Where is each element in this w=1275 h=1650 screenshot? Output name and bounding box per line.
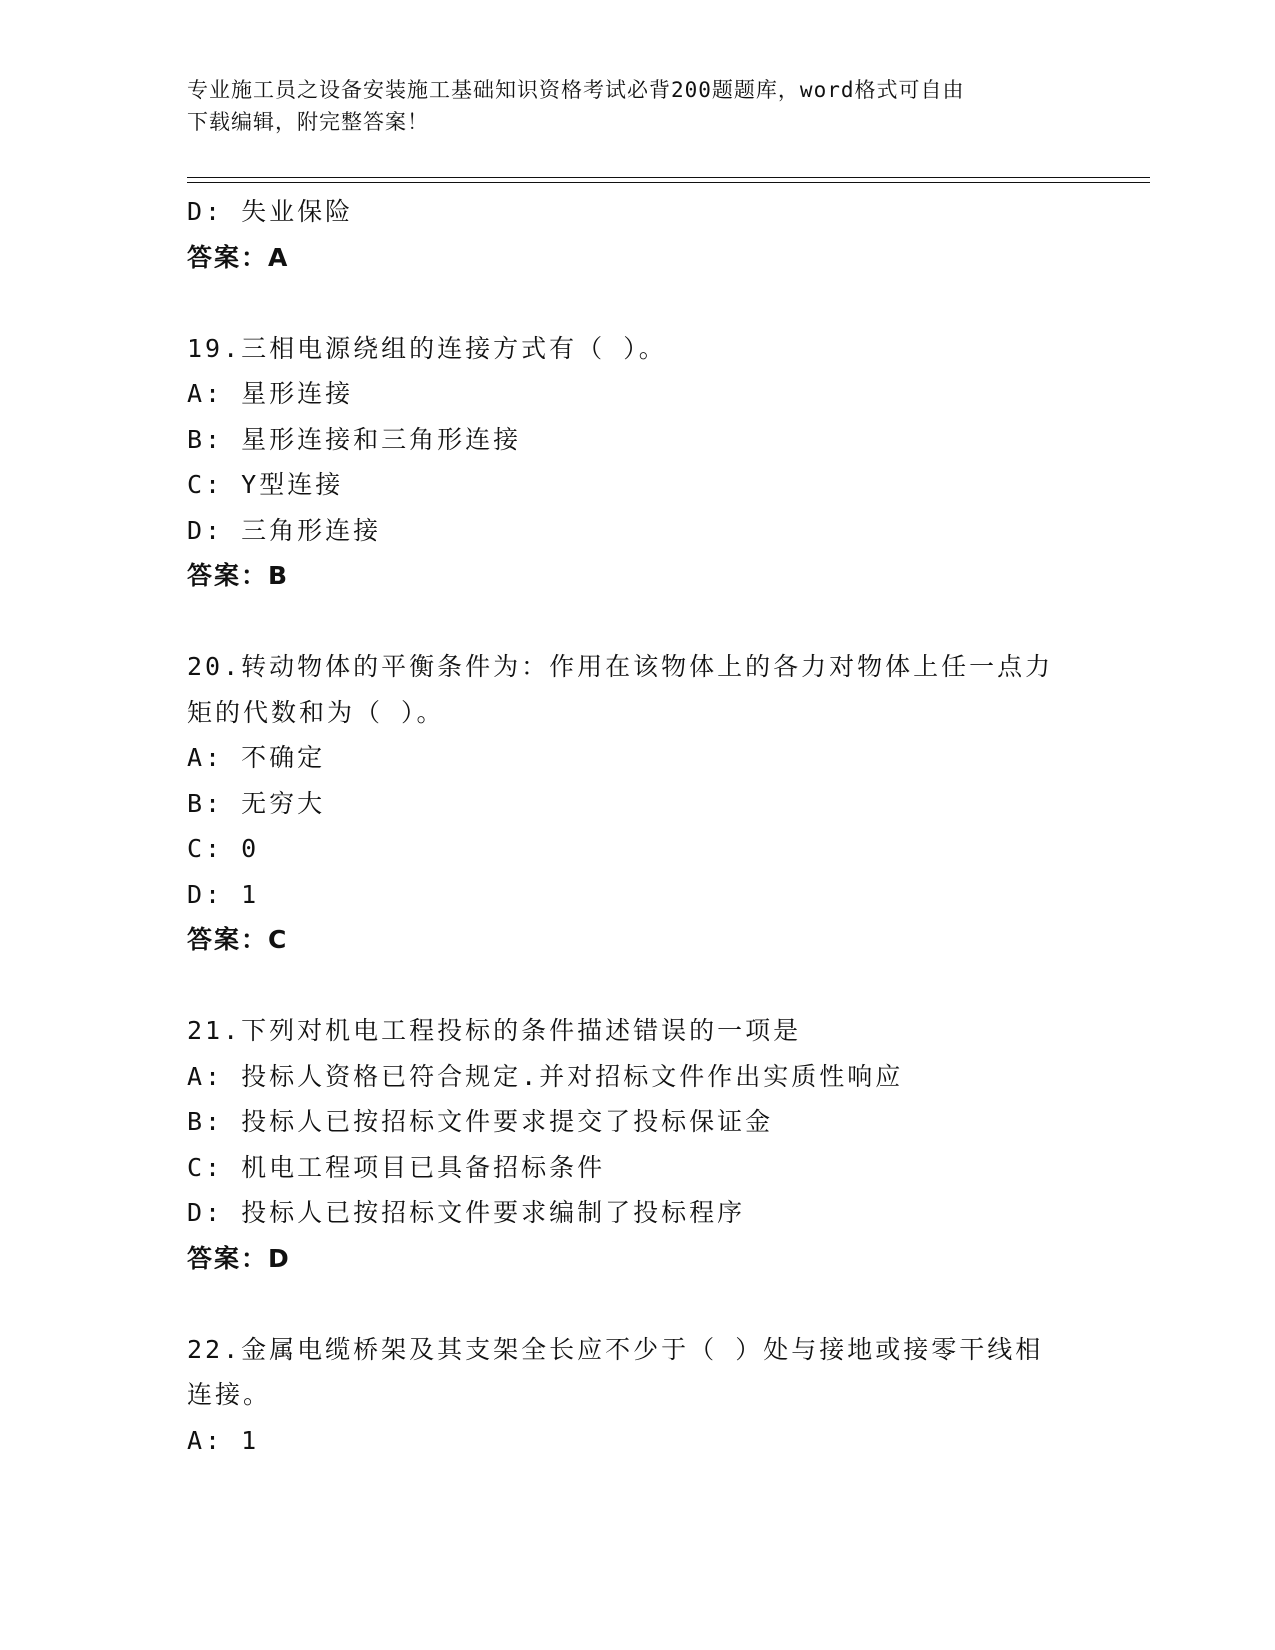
question-text-continued: 连接。 <box>187 1380 272 1409</box>
question-20 <box>187 644 1087 963</box>
answer-line: 答案：D <box>187 1243 291 1273</box>
header-rule-bottom <box>187 182 1150 183</box>
option-line: D: 1 <box>187 879 260 909</box>
option-line: D: 投标人已按招标文件要求编制了投标程序 <box>187 1198 746 1227</box>
option-line: A: 不确定 <box>187 743 326 772</box>
question-text: 22.金属电缆桥架及其支架全长应不少于（ ）处与接地或接零干线相 <box>187 1334 1044 1364</box>
answer-line: 答案：B <box>187 561 290 590</box>
question-text: 19.三相电源绕组的连接方式有（ ）。 <box>187 333 667 363</box>
answer-line: 答案：C <box>187 925 289 954</box>
question-21 <box>187 1008 1087 1281</box>
option-line: A: 星形连接 <box>187 379 354 408</box>
header-line-1: 专业施工员之设备安装施工基础知识资格考试必背200题题库，word格式可自由 <box>187 78 965 102</box>
document-header <box>187 74 1087 138</box>
option-line: B: 无穷大 <box>187 788 326 818</box>
question-text-continued: 矩的代数和为（ ）。 <box>187 697 445 727</box>
document-body <box>187 189 1087 1463</box>
spacer <box>187 1281 1087 1327</box>
option-line: D: 失业保险 <box>187 197 354 226</box>
header-line-2: 下载编辑，附完整答案！ <box>187 110 429 134</box>
spacer <box>187 280 1087 326</box>
option-line: C: 机电工程项目已具备招标条件 <box>187 1152 606 1182</box>
option-line: C: 0 <box>187 834 260 863</box>
question-text: 20.转动物体的平衡条件为：作用在该物体上的各力对物体上任一点力 <box>187 652 1054 681</box>
question-19 <box>187 326 1087 599</box>
header-rule-top <box>187 177 1150 178</box>
option-line: B: 投标人已按招标文件要求提交了投标保证金 <box>187 1107 774 1136</box>
answer-line: 答案：A <box>187 242 290 272</box>
option-line: A: 1 <box>187 1425 260 1455</box>
option-line: D: 三角形连接 <box>187 515 382 545</box>
option-line: A: 投标人资格已符合规定.并对招标文件作出实质性响应 <box>187 1061 904 1091</box>
spacer <box>187 599 1087 645</box>
option-line: C: Y型连接 <box>187 470 344 499</box>
question-22 <box>187 1327 1087 1464</box>
option-line: B: 星形连接和三角形连接 <box>187 424 522 454</box>
question-text: 21.下列对机电工程投标的条件描述错误的一项是 <box>187 1016 802 1045</box>
spacer <box>187 963 1087 1009</box>
